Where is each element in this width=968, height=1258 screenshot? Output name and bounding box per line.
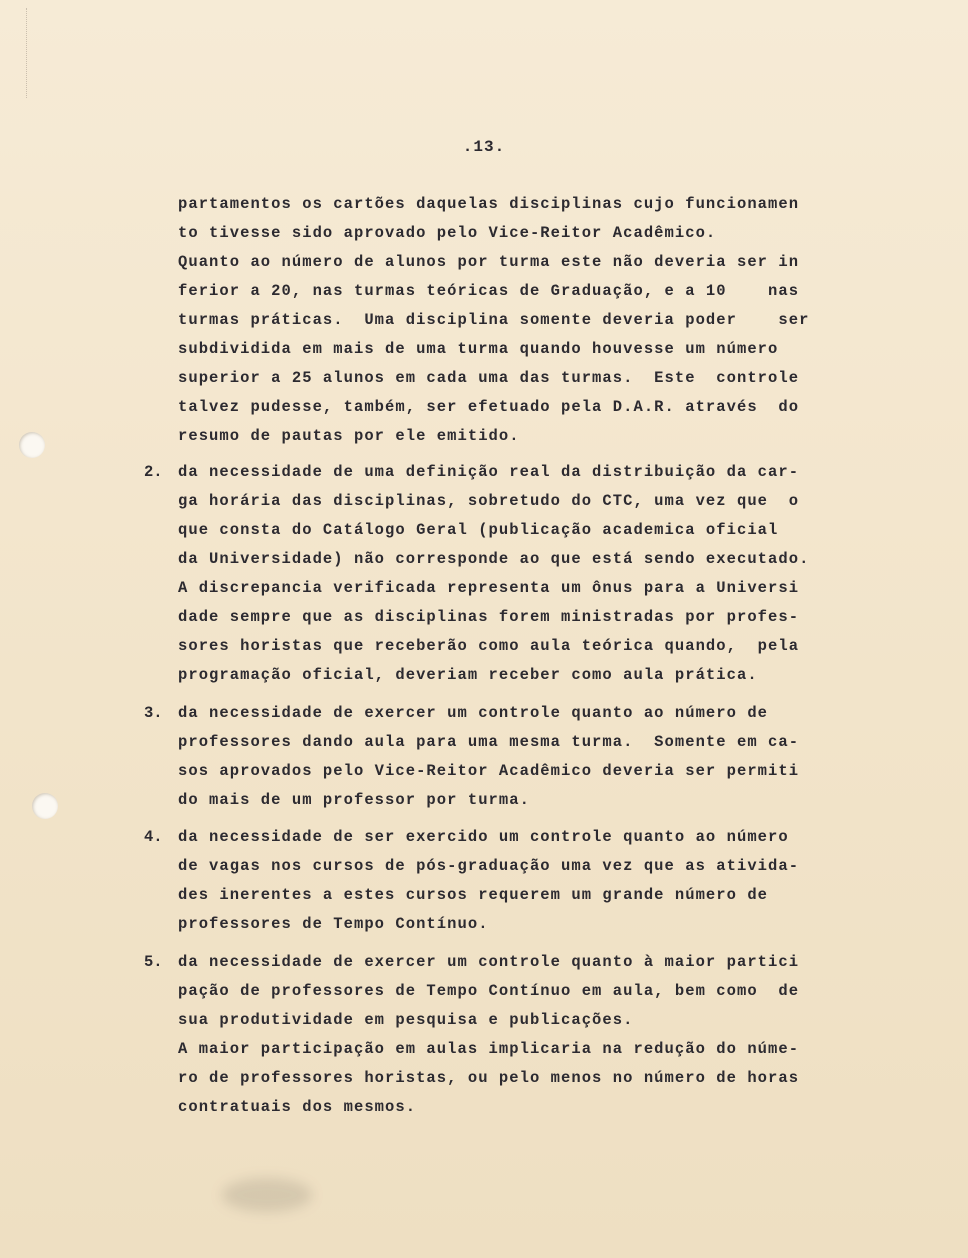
- item-line: da necessidade de exercer um controle quanto ao número de: [178, 704, 769, 722]
- item-number: 5.: [144, 953, 163, 971]
- item-number: 4.: [144, 828, 163, 846]
- item-line: da necessidade de ser exercido um controle quanto ao número: [178, 828, 789, 846]
- item-line: des inerentes a estes cursos requerem um grande número de: [178, 886, 769, 904]
- intro-line: talvez pudesse, também, ser efetuado pela D.A.R. através do: [178, 398, 800, 416]
- item-line: sos aprovados pelo Vice-Reitor Acadêmico deveria ser permiti: [178, 762, 800, 780]
- item-number: 3.: [144, 704, 163, 722]
- item-line: sua produtividade em pesquisa e publicações.: [178, 1011, 634, 1029]
- item-line: de vagas nos cursos de pós-graduação uma vez que as ativida-: [178, 857, 800, 875]
- punch-hole: [19, 432, 45, 458]
- intro-line: resumo de pautas por ele emitido.: [178, 427, 520, 445]
- item-line: ga horária das disciplinas, sobretudo do CTC, uma vez que o: [178, 492, 800, 510]
- item-line: dade sempre que as disciplinas forem ministradas por profes-: [178, 608, 800, 626]
- item-line: que consta do Catálogo Geral (publicação academica oficial: [178, 521, 779, 539]
- margin-marks: [26, 8, 33, 98]
- intro-line: superior a 25 alunos em cada uma das turmas. Este controle: [178, 369, 800, 387]
- item-line: contratuais dos mesmos.: [178, 1098, 417, 1116]
- item-number: 2.: [144, 463, 163, 481]
- intro-line: ferior a 20, nas turmas teóricas de Graduação, e a 10 nas: [178, 282, 800, 300]
- item-line: programação oficial, deveriam receber como aula prática.: [178, 666, 758, 684]
- smudge-stain: [222, 1178, 312, 1212]
- item-line: professores de Tempo Contínuo.: [178, 915, 489, 933]
- item-line: professores dando aula para uma mesma turma. Somente em ca-: [178, 733, 800, 751]
- item-line: da necessidade de uma definição real da distribuição da car-: [178, 463, 800, 481]
- item-line: do mais de um professor por turma.: [178, 791, 530, 809]
- item-line: da necessidade de exercer um controle quanto à maior partici: [178, 953, 800, 971]
- item-line: da Universidade) não corresponde ao que está sendo executado.: [178, 550, 810, 568]
- intro-line: to tivesse sido aprovado pelo Vice-Reitor Acadêmico.: [178, 224, 717, 242]
- intro-line: Quanto ao número de alunos por turma este não deveria ser in: [178, 253, 800, 271]
- item-line: A discrepancia verificada representa um ônus para a Universi: [178, 579, 800, 597]
- page-number: .13.: [462, 138, 506, 156]
- intro-line: subdividida em mais de uma turma quando houvesse um número: [178, 340, 779, 358]
- punch-hole: [32, 793, 58, 819]
- item-line: ro de professores horistas, ou pelo menos no número de horas: [178, 1069, 800, 1087]
- item-line: A maior participação em aulas implicaria na redução do núme-: [178, 1040, 800, 1058]
- item-line: pação de professores de Tempo Contínuo em aula, bem como de: [178, 982, 800, 1000]
- item-line: sores horistas que receberão como aula teórica quando, pela: [178, 637, 800, 655]
- intro-line: turmas práticas. Uma disciplina somente deveria poder ser: [178, 311, 810, 329]
- intro-line: partamentos os cartões daquelas disciplinas cujo funcionamen: [178, 195, 800, 213]
